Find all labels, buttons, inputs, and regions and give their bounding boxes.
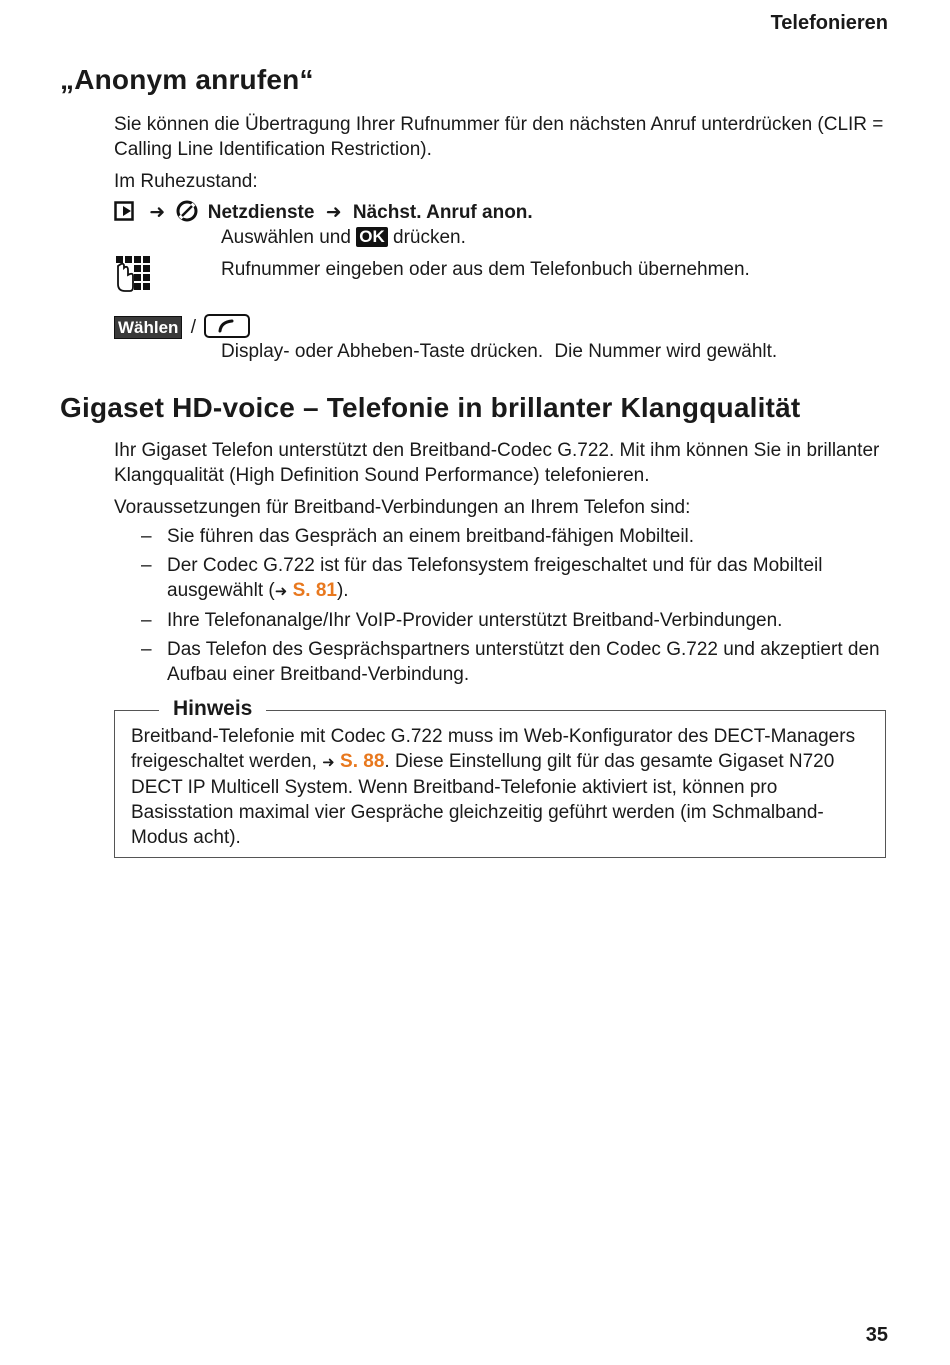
- list-item: [114, 524, 890, 549]
- dial-keys: [114, 314, 250, 340]
- step3-description: [221, 339, 777, 364]
- menu-item-naechst-anruf-anon: Nächst. Anruf anon.: [352, 202, 533, 223]
- list-item: [114, 637, 890, 687]
- menu-path: [114, 200, 533, 225]
- ref-arrow: ➜: [274, 583, 288, 600]
- path-arrow: ➜: [325, 202, 342, 223]
- step1-desc-before: Auswählen und: [221, 227, 351, 248]
- note-text: [131, 724, 876, 850]
- bullet-text: Ihre Telefonanalge/Ihr VoIP-Provider unterstützt Breitband-Verbindungen.: [167, 610, 783, 631]
- prereq-label: Voraussetzungen für Breitband-Verbindungen an Ihrem Telefon sind:: [114, 497, 691, 518]
- menu-icon: [114, 201, 136, 221]
- bullet-text: Sie führen das Gespräch an einem breitband-fähigen Mobilteil.: [167, 526, 695, 547]
- key-separator: /: [190, 317, 197, 338]
- section-title-anonym: „Anonym anrufen“: [60, 64, 314, 95]
- running-header: Telefonieren: [770, 12, 888, 34]
- ok-key: OK: [356, 227, 388, 247]
- note-title: Hinweis: [159, 696, 266, 722]
- phone-key-icon: [204, 314, 250, 338]
- step2-description: Rufnummer eingeben oder aus dem Telefonbuch übernehmen.: [221, 259, 750, 280]
- state-label: Im Ruhezustand:: [114, 171, 258, 192]
- menu-item-netzdienste: Netzdienste: [207, 202, 315, 223]
- keypad-icon: [114, 254, 152, 294]
- prereq-list: [114, 524, 890, 691]
- section1-intro: Sie können die Übertragung Ihrer Rufnummer für den nächsten Anruf unterdrücken (CLIR = Calling Line Identification Restriction).: [114, 114, 884, 160]
- step1-desc-after: drücken.: [393, 227, 466, 248]
- step3-desc: Display- oder Abheben-Taste drücken.: [221, 341, 544, 362]
- note-text-after: . Diese Einstellung gilt für das gesamte Gigaset N720 DECT IP Multicell System. Wenn Breitband-Telefonie aktiviert ist, können pro Basisstation maximal vier Gespräche gleichzeitig geführt werden (im Schmalband-Modus acht).: [131, 751, 835, 848]
- note-text-before: Breitband-Telefonie mit Codec G.722 muss im Web-Konfigurator des DECT-Managers freigeschaltet werden,: [131, 726, 856, 772]
- bullet-text: Der Codec G.722 ist für das Telefonsystem freigeschaltet und für das Mobilteil ausgewählt (: [167, 555, 823, 601]
- page-link-88[interactable]: S. 88: [340, 751, 385, 772]
- note-box: [114, 697, 886, 858]
- step1-description: [221, 225, 466, 250]
- path-arrow: ➜: [149, 202, 166, 223]
- service-icon: [176, 200, 198, 222]
- page-number: 35: [865, 1324, 888, 1346]
- list-item: [114, 608, 890, 633]
- bullet-text: Das Telefon des Gesprächspartners unterstützt den Codec G.722 und akzeptiert den Aufbau einer Breitband-Verbindung.: [167, 639, 880, 685]
- section-title-hd-voice: Gigaset HD-voice – Telefonie in brillanter Klangqualität: [60, 392, 801, 423]
- list-item: [114, 553, 890, 604]
- bullet-text-after: ).: [336, 580, 349, 601]
- ref-arrow: ➜: [322, 754, 335, 771]
- waehlen-key: Wählen: [114, 316, 182, 339]
- step3-desc2: Die Nummer wird gewählt.: [554, 341, 778, 362]
- page-link-81[interactable]: S. 81: [292, 580, 337, 601]
- section2-intro: Ihr Gigaset Telefon unterstützt den Breitband-Codec G.722. Mit ihm können Sie in brillanter Klangqualität (High Definition Sound Performance) telefonieren.: [114, 440, 880, 486]
